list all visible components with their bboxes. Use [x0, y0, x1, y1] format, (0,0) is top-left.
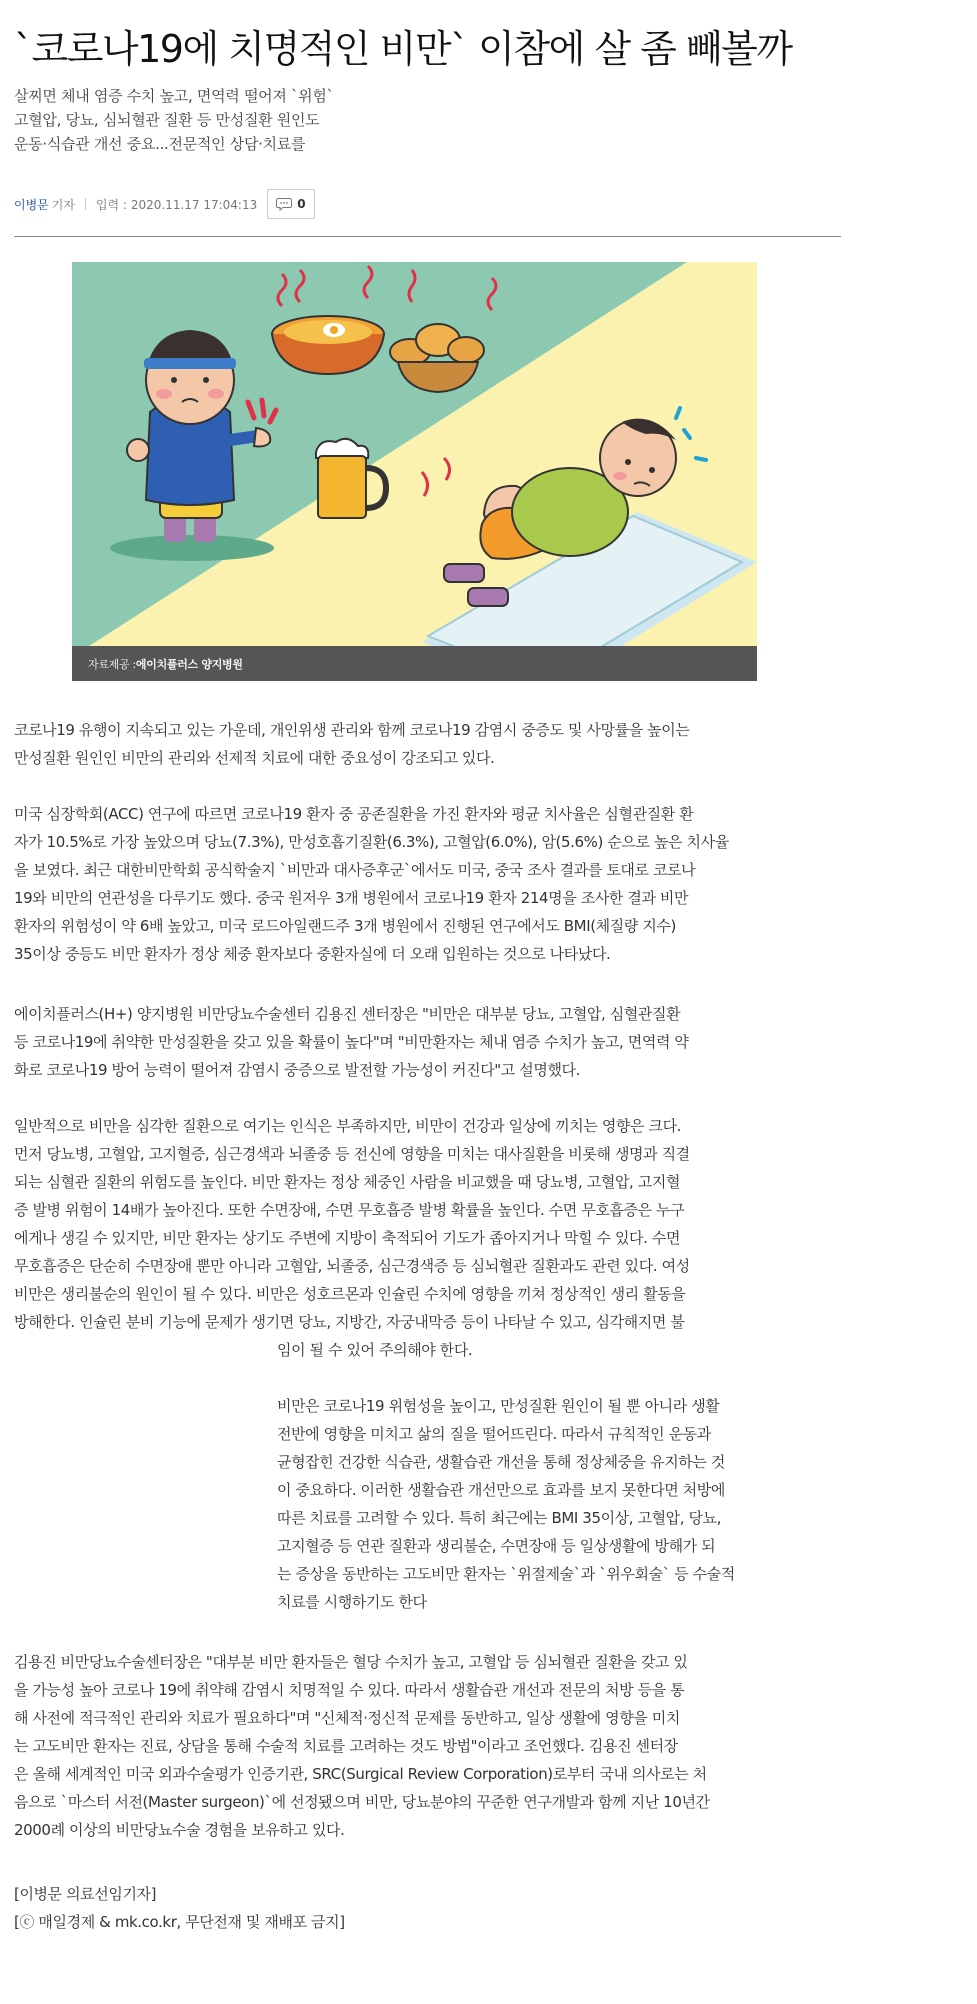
text-line: 고지혈증 등 연관 질환과 생리불순, 수면장애 등 일상생활에 방해가 되	[277, 1537, 716, 1555]
text-line: 균형잡힌 건강한 식습관, 생활습관 개선을 통해 정상체중을 유지하는 것	[277, 1453, 725, 1471]
text-line: 은 올해 세계적인 미국 외과수술평가 인증기관, SRC(Surgical Review Corporation)로부터 국내 의사로는 처	[14, 1765, 707, 1783]
subhead-line: 살찌면 체내 염증 수치 높고, 면역력 떨어져 `위험`	[14, 87, 334, 105]
text-line: 는 증상을 동반하는 고도비만 환자는 `위절제술`과 `위우회술` 등 수술적	[277, 1565, 735, 1583]
caption-label: 자료제공 :	[88, 657, 136, 671]
text-line: 2000례 이상의 비만당뇨수술 경험을 보유하고 있다.	[14, 1821, 345, 1839]
text-line: 환자의 위험성이 약 6배 높았고, 미국 로드아일랜드주 3개 병원에서 진행된 연구에서도 BMI(체질량 지수)	[14, 917, 676, 935]
text-line: 해 사전에 적극적인 관리와 치료가 필요하다"며 "신체적·정신적 문제를 동반하고, 일상 생활에 영향을 미치	[14, 1709, 680, 1727]
text-line: 자가 10.5%로 가장 높았으며 당뇨(7.3%), 만성호흡기질환(6.3%), 고혈압(6.0%), 암(5.6%) 순으로 높은 치사율	[14, 833, 729, 851]
text-line: 음으로 `마스터 서전(Master surgeon)`에 선정됐으며 비만, 당뇨분야의 꾸준한 연구개발과 함께 지난 10년간	[14, 1793, 710, 1811]
article-illustration	[72, 262, 757, 681]
text-line: 비만은 코로나19 위험성을 높이고, 만성질환 원인이 될 뿐 아니라 생활	[277, 1397, 720, 1415]
text-line: 일반적으로 비만을 심각한 질환으로 여기는 인식은 부족하지만, 비만이 건강과 일상에 끼치는 영향은 크다.	[14, 1117, 682, 1135]
byline-role: 기자	[51, 197, 75, 212]
text-line: 에게나 생길 수 있지만, 비만 환자는 상기도 주변에 지방이 축적되어 기도가 좁아지거나 막힐 수 있다. 수면	[14, 1229, 681, 1247]
body-paragraph-6	[14, 1648, 824, 1844]
text-line: 등 코로나19에 취약한 만성질환을 갖고 있을 확률이 높다"며 "비만환자는 체내 염증 수치가 높고, 면역력 약	[14, 1033, 689, 1051]
obesity-illustration	[72, 262, 757, 681]
publish-date: 입력 : 2020.11.17 17:04:13	[95, 197, 258, 212]
article-headline: `코로나19에 치명적인 비만` 이참에 살 좀 빼볼까	[14, 27, 792, 71]
text-line: 이 중요하다. 이러한 생활습관 개선만으로 효과를 보지 못한다면 처방에	[277, 1481, 725, 1499]
article-footer	[14, 1880, 824, 1936]
text-line: 미국 심장학회(ACC) 연구에 따르면 코로나19 환자 중 공존질환을 가진 환자와 평균 치사율은 심혈관질환 환	[14, 805, 694, 823]
subhead-line: 운동·식습관 개선 중요...전문적인 상담·치료를	[14, 135, 306, 153]
text-line: 증 발병 위험이 14배가 높아진다. 또한 수면장애, 수면 무호흡증 발병 확률을 높인다. 수면 무호흡증은 누구	[14, 1201, 685, 1219]
text-line: 35이상 중등도 비만 환자가 정상 체중 환자보다 중환자실에 더 오래 입원하는 것으로 나타났다.	[14, 945, 611, 963]
body-paragraph-2	[14, 800, 824, 968]
text-line: 김용진 비만당뇨수술센터장은 "대부분 비만 환자들은 혈당 수치가 높고, 고혈압 등 심뇌혈관 질환을 갖고 있	[14, 1653, 688, 1671]
comment-button[interactable]	[267, 189, 314, 219]
body-paragraph-1	[14, 716, 824, 772]
body-paragraph-3	[14, 1000, 824, 1084]
copyright-notice: [ⓒ 매일경제 & mk.co.kr, 무단전재 및 재배포 금지]	[14, 1913, 345, 1931]
text-line: 19와 비만의 연관성을 다루기도 했다. 중국 원저우 3개 병원에서 코로나19 환자 214명을 조사한 결과 비만	[14, 889, 689, 907]
header-divider	[14, 236, 841, 237]
text-line: 치료를 시행하기도 한다	[277, 1593, 427, 1611]
body-paragraph-4-tail	[277, 1336, 817, 1364]
comment-bubble-icon	[276, 197, 292, 211]
text-line: 만성질환 원인인 비만의 관리와 선제적 치료에 대한 중요성이 강조되고 있다.	[14, 749, 495, 767]
text-line: 에이치플러스(H+) 양지병원 비만당뇨수술센터 김용진 센터장은 "비만은 대부분 당뇨, 고혈압, 심혈관질환	[14, 1005, 681, 1023]
byline-author[interactable]: 이병문	[14, 197, 49, 212]
text-line: 화로 코로나19 방어 능력이 떨어져 감염시 중증으로 발전할 가능성이 커진다"고 설명했다.	[14, 1061, 580, 1079]
text-line: 비만은 생리불순의 원인이 될 수 있다. 비만은 성호르몬과 인슐린 수치에 영향을 끼쳐 정상적인 생리 활동을	[14, 1285, 686, 1303]
text-line: 을 가능성 높아 코로나 19에 취약해 감염시 치명적일 수 있다. 따라서 생활습관 개선과 전문의 처방 등을 통	[14, 1681, 685, 1699]
subhead-line: 고혈압, 당뇨, 심뇌혈관 질환 등 만성질환 원인도	[14, 111, 320, 129]
text-line: 방해한다. 인슐린 분비 기능에 문제가 생기면 당뇨, 지방간, 자궁내막증 등이 나타날 수 있고, 심각해지면 불	[14, 1313, 685, 1331]
text-line: 되는 심혈관 질환의 위험도를 높인다. 비만 환자는 정상 체중인 사람을 비교했을 때 당뇨병, 고혈압, 고지혈	[14, 1173, 681, 1191]
reporter-credit: [이병문 의료선임기자]	[14, 1885, 157, 1903]
text-line: 임이 될 수 있어 주의해야 한다.	[277, 1341, 473, 1359]
text-line: 무호흡증은 단순히 수면장애 뿐만 아니라 고혈압, 뇌졸중, 심근경색증 등 심뇌혈관 질환과도 관련 있다. 여성	[14, 1257, 690, 1275]
text-line: 전반에 영향을 미치고 삶의 질을 떨어뜨린다. 따라서 규칙적인 운동과	[277, 1425, 711, 1443]
caption-source: 에이치플러스 양지병원	[135, 657, 243, 671]
body-paragraph-4	[14, 1112, 824, 1336]
text-line: 는 고도비만 환자는 진료, 상담을 통해 수술적 치료를 고려하는 것도 방법"이라고 조언했다. 김용진 센터장	[14, 1737, 678, 1755]
text-line: 따른 치료를 고려할 수 있다. 특히 최근에는 BMI 35이상, 고혈압, 당뇨,	[277, 1509, 722, 1527]
text-line: 먼저 당뇨병, 고혈압, 고지혈증, 심근경색과 뇌졸중 등 전신에 영향을 미치는 대사질환을 비롯해 생명과 직결	[14, 1145, 690, 1163]
article-meta	[14, 188, 315, 220]
comment-count: 0	[297, 197, 306, 211]
body-paragraph-5	[277, 1392, 817, 1616]
image-caption	[72, 646, 757, 681]
article-subheads	[14, 84, 334, 156]
meta-divider	[85, 198, 86, 210]
text-line: 코로나19 유행이 지속되고 있는 가운데, 개인위생 관리와 함께 코로나19 감염시 중증도 및 사망률을 높이는	[14, 721, 690, 739]
text-line: 을 보였다. 최근 대한비만학회 공식학술지 `비만과 대사증후군`에서도 미국, 중국 조사 결과를 토대로 코로나	[14, 861, 696, 879]
